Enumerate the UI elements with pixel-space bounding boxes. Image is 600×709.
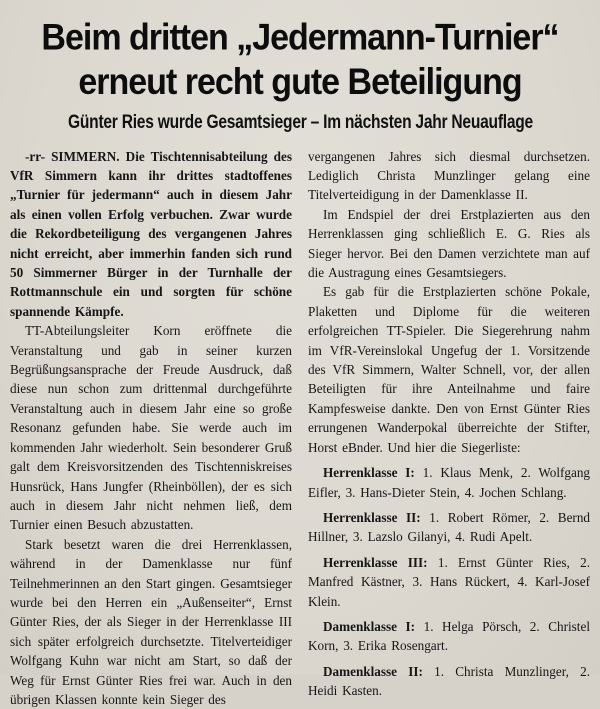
winners-list-item bbox=[308, 463, 590, 502]
winners-class-label: Herrenklasse I: bbox=[323, 465, 415, 481]
headline-line-1: Beim dritten „Jedermann-Turnier“ bbox=[41, 17, 559, 59]
winners-class-label: Herrenklasse III: bbox=[323, 554, 428, 570]
winners-list-item bbox=[308, 508, 590, 547]
winners-list-item bbox=[308, 553, 590, 611]
winners-class-label: Herrenklasse II: bbox=[323, 509, 421, 525]
subheadline-text: Günter Ries wurde Gesamtsieger – Im nächsten Jahr Neuauflage bbox=[67, 111, 533, 133]
headline-line-2: erneut recht gute Beteiligung bbox=[78, 61, 522, 103]
winners-names: 1. Ernst Günter Ries, 2. Manfred Kästner, 3. Hans Rückert, 4. Karl-Josef Klein. bbox=[308, 554, 591, 609]
winners-class-label: Damenklasse II: bbox=[323, 663, 423, 679]
article-body bbox=[6, 147, 594, 709]
lead-paragraph: -rr- SIMMERN. Die Tischtennisabteilung des VfR Simmern kann ihr drittes stadtoffenes „Turnier für jedermann“ auch in diesem Jahr als einen vollen Erfolg verbuchen. Zwar wurde die Rekordbeteiligung des vergangenen Jahres nicht erreicht, aber immerhin fanden sich rund 50 Simmerner Bürger in der Turnhalle der Rottmannschule ein und sorgten für schöne spannende Kämpfe. bbox=[10, 148, 292, 319]
paragraph: TT-Abteilungsleiter Korn eröffnete die Veranstaltung und gab in seiner kurzen Begrüßungsansprache der Freude Ausdruck, daß diese nun schon zum drittenmal durchgeführte Veranstaltung auch in diesem Jahr eine so große Resonanz gefunden habe. Sie werde auch im kommenden Jahr wiederholt. Sein besonderer Gruß galt dem Kreisvorsitzenden des Tischtenniskreises Hunsrück, Hans Jungfer (Rheinböllen), der es sich auch in diesem Jahr nicht nehmen ließ, dem Turnier einen Besuch abzustatten. bbox=[10, 323, 292, 533]
left-column bbox=[10, 147, 292, 709]
paragraph-continuation: vergangenen Jahres sich diesmal durchsetzen. Lediglich Christa Munzlinger gelang eine Titelverteidigung in der Damenklasse II. bbox=[308, 148, 590, 203]
headline bbox=[6, 16, 594, 104]
paragraph: Stark besetzt waren die drei Herrenklassen, während in der Damenklasse nur fünf Teilnehmerinnen an den Start gingen. Gesamtsieger wurde bei den Herren ein „Außenseiter“, Ernst Günter Ries, der als Sieger in der Herrenklasse III sich später erfolgreich durchsetzte. Titelverteidiger Wolfgang Kuhn war nicht am Start, so daß der Weg für Ernst Günter Ries frei war. Auch in den übrigen Klassen konnte kein Sieger des bbox=[10, 536, 292, 707]
winners-list-item bbox=[308, 617, 590, 656]
winners-names: 1. Christa Munzlinger, 2. Heidi Kasten. bbox=[308, 663, 590, 699]
right-column bbox=[308, 147, 590, 709]
paragraph: Im Endspiel der drei Erstplazierten aus den Herrenklassen ging schließlich E. G. Ries als Sieger hervor. Bei den Damen verzichtete man auf die Austragung eines Gesamtsiegers. bbox=[308, 206, 590, 281]
subheadline bbox=[6, 112, 594, 134]
winners-names: 1. Klaus Menk, 2. Wolfgang Eifler, 3. Hans-Dieter Stein, 4. Jochen Schlang. bbox=[308, 465, 591, 500]
winners-list-item bbox=[308, 662, 590, 701]
winners-names: 1. Helga Pörsch, 2. Christel Korn, 3. Erika Rosengart. bbox=[308, 618, 590, 654]
winners-names: 1. Robert Römer, 2. Bernd Hillner, 3. Lazslo Gilanyi, 4. Rudi Apelt. bbox=[308, 509, 591, 545]
winners-class-label: Damenklasse I: bbox=[323, 618, 416, 634]
paragraph: Es gab für die Erstplazierten schöne Pokale, Plaketten und Diplome für die weiteren erfolgreichen TT-Spieler. Die Siegerehrung nahm im VfR-Vereinslokal Ungefug der 1. Vorsitzende des VfR Simmern, Walter Schnell, vor, der allen Beteiligten für ihre Anteilnahme und faire Kampfesweise dankte. Den von Ernst Günter Ries errungenen Wanderpokal überreichte der Stifter, Horst eBnder. Und hier die Siegerliste: bbox=[308, 284, 590, 455]
